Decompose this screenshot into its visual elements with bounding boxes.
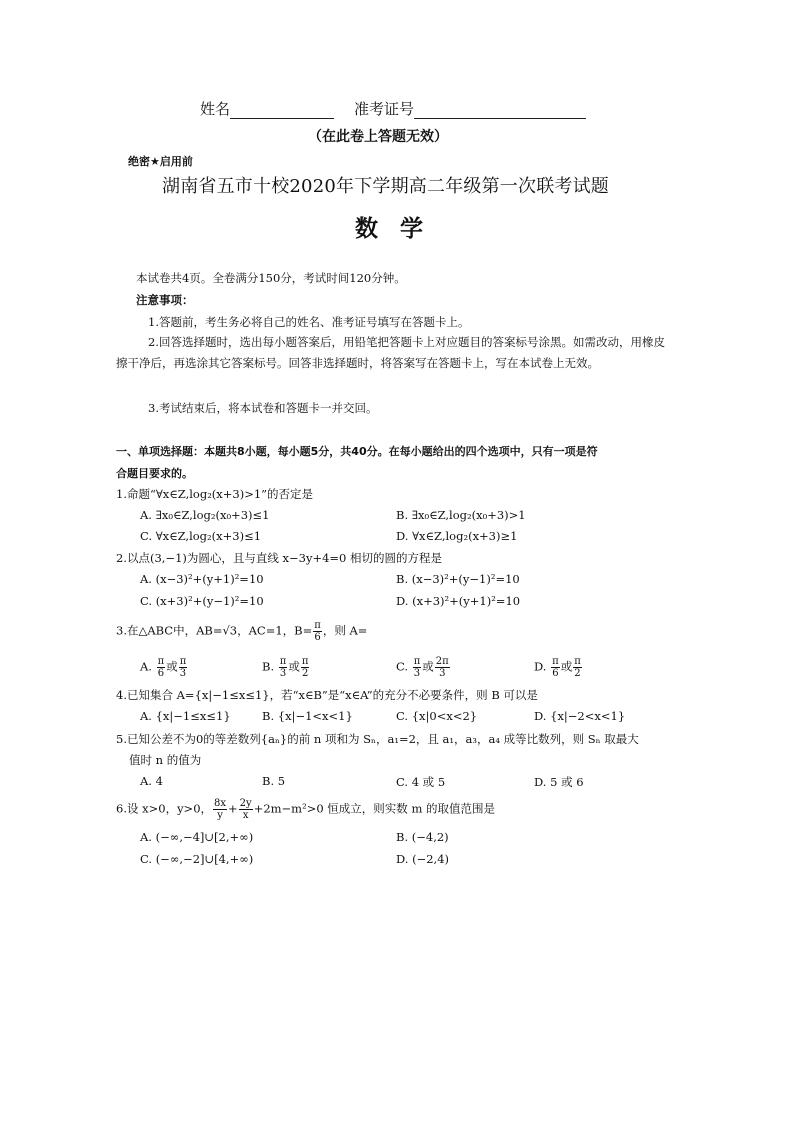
question-3-stem	[116, 620, 367, 643]
question-1-stem: 1.命题“∀x∈Z,log₂(x+3)>1”的否定是	[116, 487, 314, 501]
question-4-option-b: B. {x|−1<x<1}	[262, 709, 353, 723]
note-1: 1.答题前，考生务必将自己的姓名、准考证号填写在答题卡上。	[148, 315, 470, 329]
question-5-stem-line2: 值时 n 的值为	[129, 753, 202, 767]
question-2-option-d: D. (x+3)²+(y+1)²=10	[396, 594, 521, 608]
question-6-option-c: C. (−∞,−2]∪[4,+∞)	[140, 852, 254, 866]
id-label: 准考证号	[354, 100, 415, 118]
question-2-option-a: A. (x−3)²+(y+1)²=10	[140, 572, 264, 586]
question-3-option-c: C. $\frac{\pi}{3}$ 或 $\frac{2\pi}{3}$	[396, 656, 449, 679]
id-blank	[414, 103, 586, 119]
question-6-frac-1: $\frac{8x}{y}$	[214, 798, 227, 821]
section-title-line2: 合题目要求的。	[116, 467, 193, 480]
name-label: 姓名	[200, 100, 231, 118]
question-3-stem-pre: 3.在△ABC中，AB=√3，AC=1，B=	[116, 623, 313, 638]
question-6-frac-2: $\frac{2y}{x}$	[239, 798, 252, 821]
question-6-option-d: D. (−2,4)	[396, 852, 450, 866]
question-2-stem: 2.以点(3,−1)为圆心，且与直线 x−3y+4=0 相切的圆的方程是	[116, 551, 443, 565]
intro-line: 本试卷共4页。全卷满分150分，考试时间120分钟。	[136, 271, 406, 285]
name-field	[200, 98, 334, 119]
question-5-option-a: A. 4	[140, 774, 163, 788]
note-2	[116, 332, 666, 374]
section-title-line1: 一、单项选择题：本题共8小题，每小题5分，共40分。在每小题给出的四个选项中，只有一项是符	[116, 445, 598, 458]
question-3-angle-b: $\frac{\pi}{6}$	[314, 620, 321, 643]
question-5-option-c: C. 4 或 5	[396, 775, 446, 789]
note-3: 3.考试结束后，将本试卷和答题卡一并交回。	[148, 401, 378, 415]
question-3-option-d: D. $\frac{\pi}{6}$ 或 $\frac{\pi}{2}$	[534, 656, 581, 679]
note-2-text: 2.回答选择题时，选出每小题答案后，用铅笔把答题卡上对应题目的答案标号涂黑。如需改动，用橡皮擦干净后，再选涂其它答案标号。回答非选择题时，将答案写在答题卡上，写在本试卷上无效。	[116, 335, 665, 370]
question-4-option-d: D. {x|−2<x<1}	[534, 709, 626, 723]
question-6-option-b: B. (−4,2)	[396, 830, 449, 844]
invalid-note: （在此卷上答题无效）	[308, 129, 448, 145]
question-2-option-b: B. (x−3)²+(y−1)²=10	[396, 572, 520, 586]
question-3-stem-post: ，则 A=	[322, 623, 368, 638]
question-6-stem: 6.设 x>0，y>0， $\frac{8x}{y}$ + $\frac{2y}{x}$ +2m−m²>0 恒成立，则实数 m 的取值范围是	[116, 798, 496, 821]
question-1-option-b: B. ∃x₀∈Z,log₂(x₀+3)>1	[396, 508, 526, 522]
question-6-option-a: A. (−∞,−4]∪[2,+∞)	[140, 830, 254, 844]
question-5-option-d: D. 5 或 6	[534, 775, 584, 789]
question-4-stem: 4.已知集合 A={x|−1≤x≤1}，若“x∈B”是“x∈A”的充分不必要条件，则 B 可以是	[116, 688, 538, 702]
question-2-option-c: C. (x+3)²+(y−1)²=10	[140, 594, 264, 608]
name-blank	[230, 103, 334, 119]
question-4-option-a: A. {x|−1≤x≤1}	[140, 709, 231, 723]
secret-label: 绝密★启用前	[128, 155, 193, 168]
question-1-option-a: A. ∃x₀∈Z,log₂(x₀+3)≤1	[140, 508, 270, 522]
question-4-option-c: C. {x|0<x<2}	[396, 709, 478, 723]
notes-title: 注意事项：	[136, 293, 194, 307]
question-3-option-b: B. $\frac{\pi}{3}$ 或 $\frac{\pi}{2}$	[262, 656, 309, 679]
question-6-stem-post: +2m−m²>0 恒成立，则实数 m 的取值范围是	[253, 801, 496, 816]
exam-title: 湖南省五市十校2020年下学期高二年级第一次联考试题	[162, 176, 610, 197]
question-5-option-b: B. 5	[262, 774, 286, 788]
id-field	[354, 98, 586, 119]
question-3-option-a: A. $\frac{\pi}{6}$ 或 $\frac{\pi}{3}$	[140, 656, 187, 679]
subject-title: 数 学	[355, 216, 426, 242]
question-1-option-c: C. ∀x∈Z,log₂(x+3)≤1	[140, 529, 262, 543]
question-1-option-d: D. ∀x∈Z,log₂(x+3)≥1	[396, 529, 518, 543]
question-6-stem-pre: 6.设 x>0，y>0，	[116, 801, 213, 816]
question-5-stem-line1: 5.已知公差不为0的等差数列{aₙ}的前 n 项和为 Sₙ，a₁=2，且 a₁，a₃，a₄ 成等比数列，则 Sₙ 取最大	[116, 732, 639, 746]
